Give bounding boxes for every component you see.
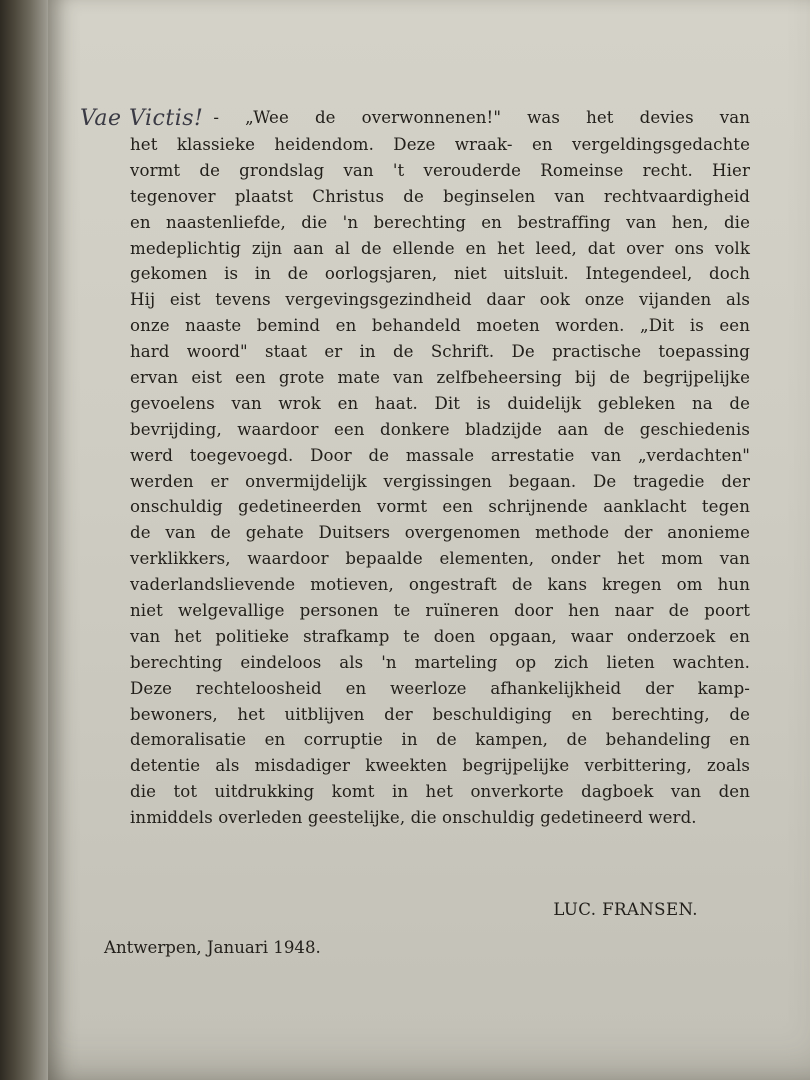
- text-line: detentie als misdadiger kweekten begrijpelijke verbittering, zoals: [130, 756, 750, 776]
- book-binding: [0, 0, 52, 1080]
- text-line: tegenover plaatst Christus de beginselen van rechtvaardigheid: [130, 186, 750, 206]
- text-line: het klassieke heidendom. Deze wraak- en vergeldingsgedachte: [130, 135, 750, 154]
- text-line: inmiddels overleden geestelijke, die onschuldig gedetineerd werd.: [130, 808, 697, 828]
- text-line: gekomen is in de oorlogsjaren, niet uitsluit. Integendeel, doch: [130, 264, 750, 284]
- text-line: bevrijding, waardoor een donkere bladzijde aan de geschiedenis: [130, 419, 750, 439]
- text-line: gevoelens van wrok en haat. Dit is duidelijk gebleken na de: [130, 393, 750, 413]
- text-line: niet welgevallige personen te ruïneren door hen naar de poort: [130, 601, 750, 621]
- handwritten-note: Vae Victis!: [80, 106, 204, 131]
- text-line: werd toegevoegd. Door de massale arrestatie van „verdachten": [130, 445, 750, 465]
- text-line: demoralisatie en corruptie in de kampen, de behandeling en: [130, 730, 750, 750]
- text-line: bewoners, het uitblijven der beschuldiging en berechting, de: [130, 704, 750, 724]
- book-page: [48, 0, 810, 1080]
- text-line: van het politieke strafkamp te doen opgaan, waar onderzoek en: [130, 626, 750, 646]
- preface-text: [80, 102, 750, 831]
- text-line: werden er onvermijdelijk vergissingen begaan. De tragedie der: [130, 471, 750, 491]
- text-line: onze naaste bemind en behandeld moeten worden. „Dit is een: [130, 316, 750, 336]
- text-line: vormt de grondslag van 't verouderde Romeinse recht. Hier: [130, 160, 750, 180]
- text-line: onschuldig gedetineerden vormt een schrijnende aanklacht tegen: [130, 497, 750, 517]
- text-line: hard woord" staat er in de Schrift. De practische toepassing: [130, 342, 750, 362]
- text-line: medeplichtig zijn aan al de ellende en het leed, dat over ons volk: [130, 238, 750, 258]
- text-line: en naastenliefde, die 'n berechting en bestraffing van hen, die: [130, 212, 750, 232]
- text-line: ervan eist een grote mate van zelfbeheersing bij de begrijpelijke: [130, 368, 750, 388]
- text-line: berechting eindeloos als 'n marteling op zich lieten wachten.: [130, 652, 750, 672]
- text-line: Deze rechteloosheid en weerloze afhankelijkheid der kamp-: [130, 678, 750, 698]
- place-date: Antwerpen, Januari 1948.: [104, 938, 321, 957]
- text-line: verklikkers, waardoor bepaalde elementen, onder het mom van: [130, 549, 750, 569]
- text-line: Hij eist tevens vergevingsgezindheid daar ook onze vijanden als: [130, 290, 750, 310]
- text-line: die tot uitdrukking komt in het onverkorte dagboek van den: [130, 782, 750, 802]
- text-line: vaderlandslievende motieven, ongestraft de kans kregen om hun: [130, 575, 750, 595]
- text-line: de van de gehate Duitsers overgenomen methode der anonieme: [130, 523, 750, 543]
- first-line: [80, 102, 750, 132]
- author-signature: LUC. FRANSEN.: [553, 900, 698, 919]
- text-line: - „Wee de overwonnenen!" was het devies van: [213, 108, 750, 127]
